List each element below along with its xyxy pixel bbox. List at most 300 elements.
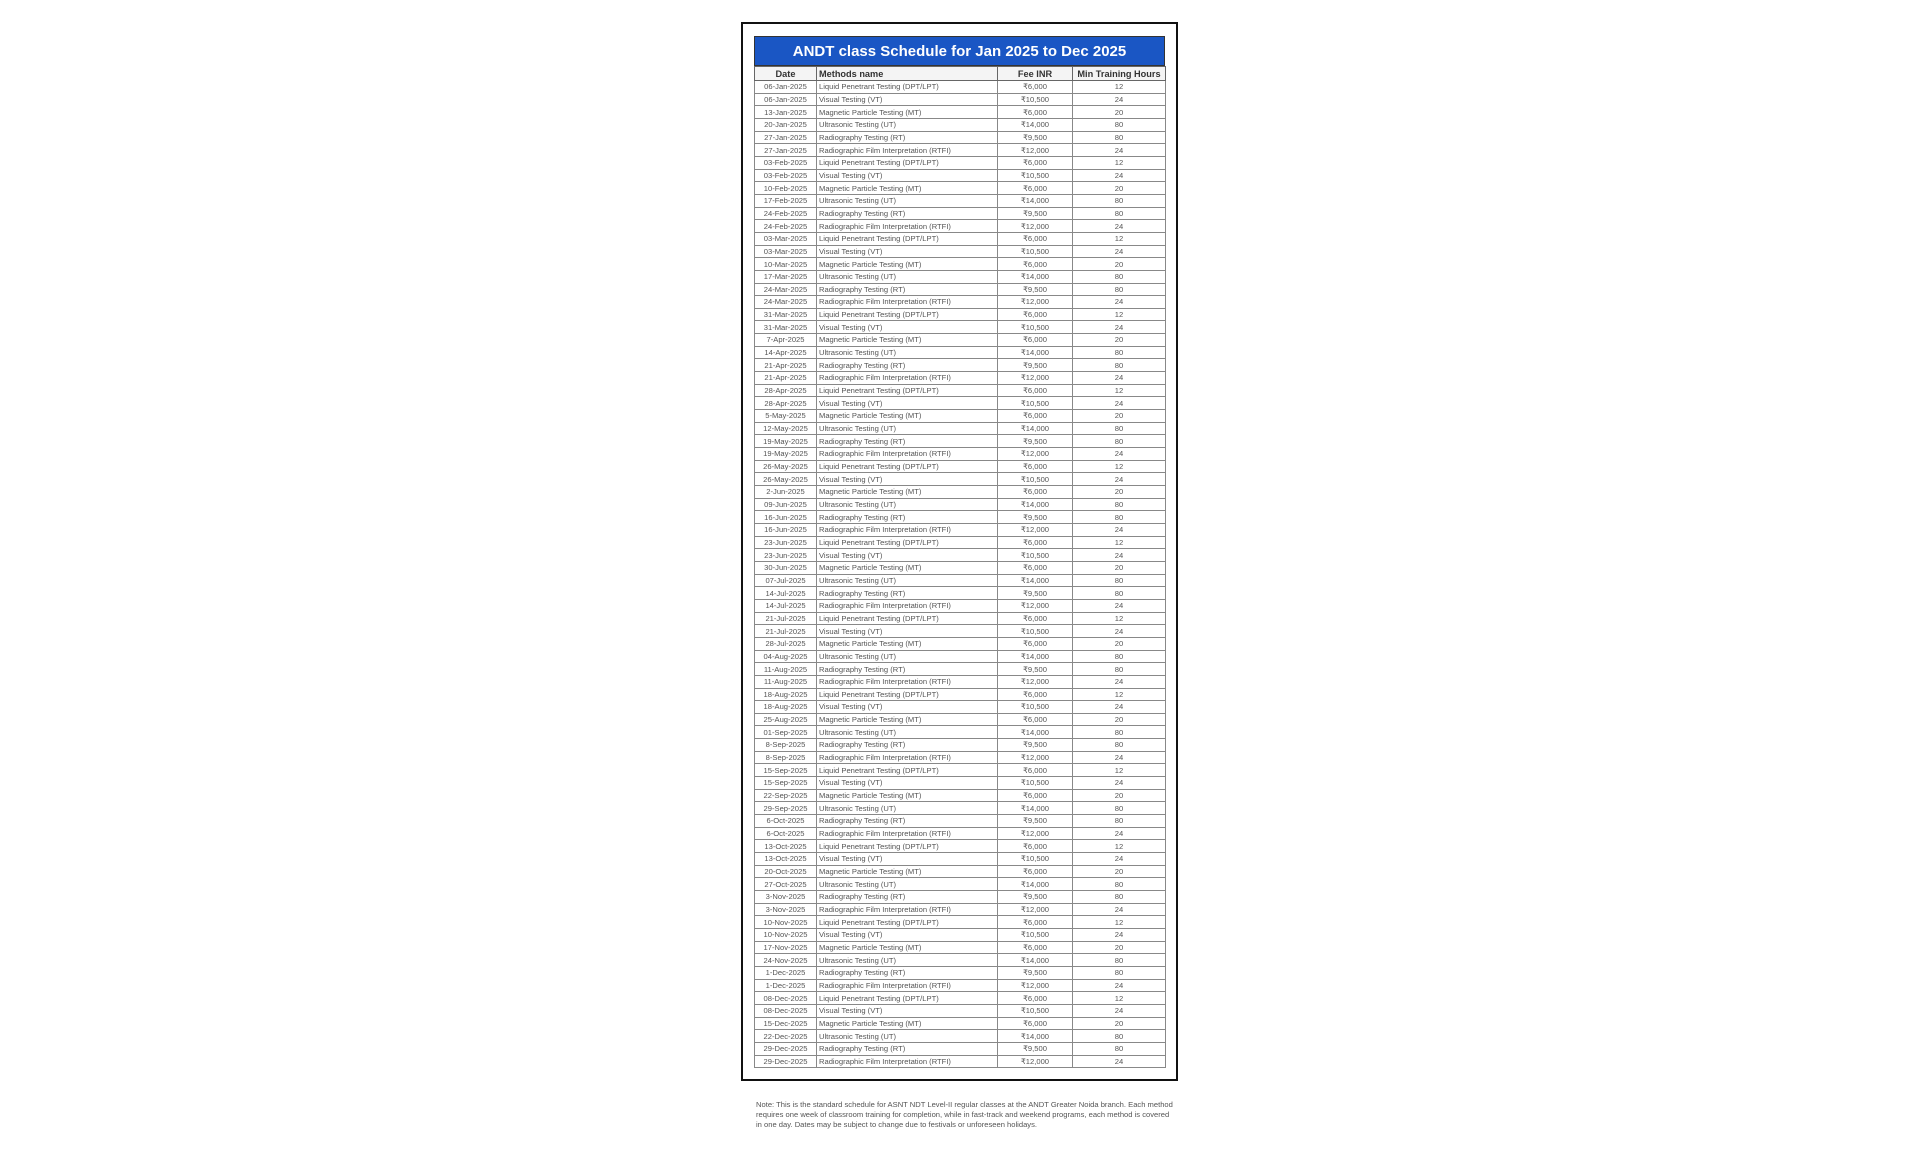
cell-hours: 24 bbox=[1073, 1004, 1166, 1017]
cell-method: Liquid Penetrant Testing (DPT/LPT) bbox=[817, 764, 998, 777]
cell-method: Radiographic Film Interpretation (RTFI) bbox=[817, 903, 998, 916]
cell-fee: ₹6,000 bbox=[998, 688, 1073, 701]
cell-hours: 24 bbox=[1073, 701, 1166, 714]
cell-fee: ₹6,000 bbox=[998, 308, 1073, 321]
cell-date: 23-Jun-2025 bbox=[755, 549, 817, 562]
cell-fee: ₹6,000 bbox=[998, 106, 1073, 119]
footnote: Note: This is the standard schedule for ASNT NDT Level-II regular classes at the ANDT Greater Noida branch. Each method requires one week of classroom training for completion, while in fast-track and weekend programs, each method is covered in one day. Dates may be subject to change due to festivals or unforeseen holidays. bbox=[756, 1100, 1173, 1129]
schedule-sheet bbox=[741, 22, 1178, 1081]
table-row bbox=[755, 739, 1166, 752]
table-row bbox=[755, 941, 1166, 954]
cell-fee: ₹6,000 bbox=[998, 916, 1073, 929]
cell-method: Magnetic Particle Testing (MT) bbox=[817, 410, 998, 423]
cell-fee: ₹9,500 bbox=[998, 663, 1073, 676]
cell-date: 10-Nov-2025 bbox=[755, 928, 817, 941]
table-row bbox=[755, 81, 1166, 94]
table-row bbox=[755, 270, 1166, 283]
cell-fee: ₹12,000 bbox=[998, 523, 1073, 536]
table-row bbox=[755, 587, 1166, 600]
table-row bbox=[755, 903, 1166, 916]
cell-method: Magnetic Particle Testing (MT) bbox=[817, 106, 998, 119]
cell-hours: 80 bbox=[1073, 802, 1166, 815]
table-row bbox=[755, 435, 1166, 448]
table-row bbox=[755, 308, 1166, 321]
cell-hours: 12 bbox=[1073, 232, 1166, 245]
cell-hours: 24 bbox=[1073, 853, 1166, 866]
table-row bbox=[755, 93, 1166, 106]
cell-date: 3-Nov-2025 bbox=[755, 903, 817, 916]
table-row bbox=[755, 448, 1166, 461]
cell-fee: ₹9,500 bbox=[998, 207, 1073, 220]
cell-method: Radiography Testing (RT) bbox=[817, 966, 998, 979]
table-row bbox=[755, 827, 1166, 840]
cell-hours: 20 bbox=[1073, 486, 1166, 499]
cell-fee: ₹6,000 bbox=[998, 156, 1073, 169]
cell-date: 13-Oct-2025 bbox=[755, 840, 817, 853]
table-row bbox=[755, 992, 1166, 1005]
table-row bbox=[755, 473, 1166, 486]
cell-method: Visual Testing (VT) bbox=[817, 321, 998, 334]
schedule-table bbox=[754, 66, 1166, 1068]
cell-date: 22-Sep-2025 bbox=[755, 789, 817, 802]
cell-method: Liquid Penetrant Testing (DPT/LPT) bbox=[817, 688, 998, 701]
cell-fee: ₹10,500 bbox=[998, 928, 1073, 941]
schedule-title: ANDT class Schedule for Jan 2025 to Dec 2025 bbox=[754, 36, 1165, 66]
cell-fee: ₹12,000 bbox=[998, 296, 1073, 309]
schedule-body bbox=[755, 81, 1166, 1068]
table-row bbox=[755, 194, 1166, 207]
cell-hours: 12 bbox=[1073, 308, 1166, 321]
cell-method: Radiographic Film Interpretation (RTFI) bbox=[817, 599, 998, 612]
cell-fee: ₹12,000 bbox=[998, 144, 1073, 157]
cell-method: Magnetic Particle Testing (MT) bbox=[817, 334, 998, 347]
cell-method: Radiographic Film Interpretation (RTFI) bbox=[817, 448, 998, 461]
table-row bbox=[755, 372, 1166, 385]
cell-method: Radiographic Film Interpretation (RTFI) bbox=[817, 751, 998, 764]
cell-method: Radiographic Film Interpretation (RTFI) bbox=[817, 372, 998, 385]
table-row bbox=[755, 1030, 1166, 1043]
cell-method: Visual Testing (VT) bbox=[817, 93, 998, 106]
cell-fee: ₹6,000 bbox=[998, 865, 1073, 878]
table-row bbox=[755, 853, 1166, 866]
cell-hours: 20 bbox=[1073, 561, 1166, 574]
cell-date: 09-Jun-2025 bbox=[755, 498, 817, 511]
table-row bbox=[755, 777, 1166, 790]
table-row bbox=[755, 258, 1166, 271]
cell-hours: 80 bbox=[1073, 815, 1166, 828]
cell-method: Radiographic Film Interpretation (RTFI) bbox=[817, 675, 998, 688]
cell-date: 31-Mar-2025 bbox=[755, 308, 817, 321]
cell-date: 14-Jul-2025 bbox=[755, 599, 817, 612]
cell-hours: 20 bbox=[1073, 941, 1166, 954]
table-row bbox=[755, 346, 1166, 359]
cell-method: Magnetic Particle Testing (MT) bbox=[817, 1017, 998, 1030]
table-row bbox=[755, 764, 1166, 777]
cell-method: Radiographic Film Interpretation (RTFI) bbox=[817, 144, 998, 157]
cell-date: 28-Jul-2025 bbox=[755, 637, 817, 650]
cell-date: 1-Dec-2025 bbox=[755, 966, 817, 979]
cell-fee: ₹14,000 bbox=[998, 270, 1073, 283]
table-row bbox=[755, 118, 1166, 131]
cell-fee: ₹6,000 bbox=[998, 460, 1073, 473]
cell-hours: 12 bbox=[1073, 460, 1166, 473]
cell-fee: ₹6,000 bbox=[998, 840, 1073, 853]
cell-hours: 24 bbox=[1073, 448, 1166, 461]
cell-date: 12-May-2025 bbox=[755, 422, 817, 435]
cell-hours: 24 bbox=[1073, 321, 1166, 334]
column-header-date: Date bbox=[755, 67, 817, 81]
cell-fee: ₹10,500 bbox=[998, 701, 1073, 714]
cell-fee: ₹6,000 bbox=[998, 486, 1073, 499]
cell-hours: 12 bbox=[1073, 688, 1166, 701]
cell-fee: ₹14,000 bbox=[998, 1030, 1073, 1043]
cell-method: Liquid Penetrant Testing (DPT/LPT) bbox=[817, 384, 998, 397]
table-row bbox=[755, 410, 1166, 423]
table-row bbox=[755, 511, 1166, 524]
cell-date: 11-Aug-2025 bbox=[755, 663, 817, 676]
table-row bbox=[755, 1055, 1166, 1068]
cell-date: 31-Mar-2025 bbox=[755, 321, 817, 334]
table-row bbox=[755, 713, 1166, 726]
cell-fee: ₹6,000 bbox=[998, 334, 1073, 347]
table-row bbox=[755, 460, 1166, 473]
cell-fee: ₹10,500 bbox=[998, 245, 1073, 258]
table-row bbox=[755, 498, 1166, 511]
cell-fee: ₹6,000 bbox=[998, 561, 1073, 574]
cell-fee: ₹6,000 bbox=[998, 992, 1073, 1005]
table-row bbox=[755, 637, 1166, 650]
cell-hours: 80 bbox=[1073, 270, 1166, 283]
cell-hours: 80 bbox=[1073, 422, 1166, 435]
cell-hours: 80 bbox=[1073, 359, 1166, 372]
cell-fee: ₹12,000 bbox=[998, 1055, 1073, 1068]
cell-method: Ultrasonic Testing (UT) bbox=[817, 574, 998, 587]
cell-hours: 20 bbox=[1073, 106, 1166, 119]
table-row bbox=[755, 169, 1166, 182]
cell-fee: ₹6,000 bbox=[998, 182, 1073, 195]
cell-fee: ₹14,000 bbox=[998, 650, 1073, 663]
cell-date: 24-Mar-2025 bbox=[755, 283, 817, 296]
cell-date: 24-Feb-2025 bbox=[755, 220, 817, 233]
table-row bbox=[755, 549, 1166, 562]
cell-method: Liquid Penetrant Testing (DPT/LPT) bbox=[817, 840, 998, 853]
cell-method: Radiographic Film Interpretation (RTFI) bbox=[817, 1055, 998, 1068]
table-row bbox=[755, 144, 1166, 157]
table-row bbox=[755, 878, 1166, 891]
cell-method: Liquid Penetrant Testing (DPT/LPT) bbox=[817, 992, 998, 1005]
cell-hours: 24 bbox=[1073, 549, 1166, 562]
cell-fee: ₹12,000 bbox=[998, 448, 1073, 461]
cell-date: 08-Dec-2025 bbox=[755, 992, 817, 1005]
cell-method: Visual Testing (VT) bbox=[817, 397, 998, 410]
cell-hours: 24 bbox=[1073, 928, 1166, 941]
table-row bbox=[755, 283, 1166, 296]
table-row bbox=[755, 928, 1166, 941]
cell-fee: ₹10,500 bbox=[998, 169, 1073, 182]
cell-method: Ultrasonic Testing (UT) bbox=[817, 726, 998, 739]
table-row bbox=[755, 1004, 1166, 1017]
cell-method: Ultrasonic Testing (UT) bbox=[817, 650, 998, 663]
table-row bbox=[755, 840, 1166, 853]
cell-method: Ultrasonic Testing (UT) bbox=[817, 878, 998, 891]
cell-date: 30-Jun-2025 bbox=[755, 561, 817, 574]
cell-hours: 24 bbox=[1073, 979, 1166, 992]
cell-method: Liquid Penetrant Testing (DPT/LPT) bbox=[817, 612, 998, 625]
table-row bbox=[755, 384, 1166, 397]
cell-method: Radiography Testing (RT) bbox=[817, 435, 998, 448]
cell-method: Liquid Penetrant Testing (DPT/LPT) bbox=[817, 916, 998, 929]
cell-hours: 24 bbox=[1073, 397, 1166, 410]
table-row bbox=[755, 207, 1166, 220]
cell-date: 15-Dec-2025 bbox=[755, 1017, 817, 1030]
cell-date: 03-Feb-2025 bbox=[755, 156, 817, 169]
cell-method: Radiographic Film Interpretation (RTFI) bbox=[817, 296, 998, 309]
cell-method: Visual Testing (VT) bbox=[817, 1004, 998, 1017]
cell-hours: 24 bbox=[1073, 903, 1166, 916]
cell-date: 01-Sep-2025 bbox=[755, 726, 817, 739]
cell-hours: 24 bbox=[1073, 144, 1166, 157]
cell-hours: 12 bbox=[1073, 764, 1166, 777]
cell-date: 13-Oct-2025 bbox=[755, 853, 817, 866]
cell-method: Radiography Testing (RT) bbox=[817, 283, 998, 296]
cell-fee: ₹10,500 bbox=[998, 1004, 1073, 1017]
cell-hours: 24 bbox=[1073, 245, 1166, 258]
cell-fee: ₹14,000 bbox=[998, 422, 1073, 435]
table-row bbox=[755, 574, 1166, 587]
cell-method: Visual Testing (VT) bbox=[817, 928, 998, 941]
cell-hours: 12 bbox=[1073, 81, 1166, 94]
cell-fee: ₹6,000 bbox=[998, 410, 1073, 423]
cell-fee: ₹9,500 bbox=[998, 511, 1073, 524]
cell-date: 18-Aug-2025 bbox=[755, 688, 817, 701]
cell-method: Radiography Testing (RT) bbox=[817, 739, 998, 752]
table-row bbox=[755, 612, 1166, 625]
cell-date: 18-Aug-2025 bbox=[755, 701, 817, 714]
cell-fee: ₹10,500 bbox=[998, 397, 1073, 410]
table-row bbox=[755, 663, 1166, 676]
cell-hours: 80 bbox=[1073, 587, 1166, 600]
cell-hours: 24 bbox=[1073, 625, 1166, 638]
cell-date: 29-Dec-2025 bbox=[755, 1042, 817, 1055]
cell-hours: 24 bbox=[1073, 827, 1166, 840]
cell-method: Radiography Testing (RT) bbox=[817, 207, 998, 220]
cell-hours: 12 bbox=[1073, 536, 1166, 549]
cell-fee: ₹12,000 bbox=[998, 903, 1073, 916]
cell-fee: ₹9,500 bbox=[998, 891, 1073, 904]
cell-date: 06-Jan-2025 bbox=[755, 93, 817, 106]
cell-date: 04-Aug-2025 bbox=[755, 650, 817, 663]
cell-date: 27-Jan-2025 bbox=[755, 144, 817, 157]
cell-method: Magnetic Particle Testing (MT) bbox=[817, 561, 998, 574]
header-row bbox=[755, 67, 1166, 81]
cell-method: Visual Testing (VT) bbox=[817, 625, 998, 638]
cell-hours: 80 bbox=[1073, 435, 1166, 448]
cell-fee: ₹10,500 bbox=[998, 321, 1073, 334]
cell-fee: ₹9,500 bbox=[998, 131, 1073, 144]
cell-hours: 80 bbox=[1073, 207, 1166, 220]
cell-fee: ₹10,500 bbox=[998, 549, 1073, 562]
table-row bbox=[755, 182, 1166, 195]
cell-method: Visual Testing (VT) bbox=[817, 549, 998, 562]
cell-method: Radiography Testing (RT) bbox=[817, 131, 998, 144]
cell-hours: 80 bbox=[1073, 346, 1166, 359]
column-header-method: Methods name bbox=[817, 67, 998, 81]
table-row bbox=[755, 486, 1166, 499]
cell-method: Liquid Penetrant Testing (DPT/LPT) bbox=[817, 156, 998, 169]
table-row bbox=[755, 599, 1166, 612]
cell-hours: 80 bbox=[1073, 891, 1166, 904]
cell-hours: 12 bbox=[1073, 992, 1166, 1005]
cell-method: Radiography Testing (RT) bbox=[817, 815, 998, 828]
cell-method: Radiography Testing (RT) bbox=[817, 1042, 998, 1055]
cell-hours: 24 bbox=[1073, 675, 1166, 688]
cell-hours: 12 bbox=[1073, 156, 1166, 169]
cell-fee: ₹12,000 bbox=[998, 979, 1073, 992]
cell-date: 7-Apr-2025 bbox=[755, 334, 817, 347]
table-row bbox=[755, 523, 1166, 536]
cell-fee: ₹6,000 bbox=[998, 81, 1073, 94]
cell-date: 21-Apr-2025 bbox=[755, 372, 817, 385]
table-row bbox=[755, 1042, 1166, 1055]
cell-method: Ultrasonic Testing (UT) bbox=[817, 954, 998, 967]
cell-date: 6-Oct-2025 bbox=[755, 827, 817, 840]
cell-date: 15-Sep-2025 bbox=[755, 777, 817, 790]
cell-date: 26-May-2025 bbox=[755, 473, 817, 486]
cell-hours: 80 bbox=[1073, 511, 1166, 524]
cell-method: Ultrasonic Testing (UT) bbox=[817, 270, 998, 283]
table-row bbox=[755, 675, 1166, 688]
cell-method: Ultrasonic Testing (UT) bbox=[817, 194, 998, 207]
cell-method: Ultrasonic Testing (UT) bbox=[817, 118, 998, 131]
cell-date: 3-Nov-2025 bbox=[755, 891, 817, 904]
table-row bbox=[755, 954, 1166, 967]
table-row bbox=[755, 422, 1166, 435]
table-row bbox=[755, 321, 1166, 334]
cell-date: 17-Mar-2025 bbox=[755, 270, 817, 283]
cell-date: 07-Jul-2025 bbox=[755, 574, 817, 587]
cell-method: Radiographic Film Interpretation (RTFI) bbox=[817, 220, 998, 233]
cell-hours: 20 bbox=[1073, 865, 1166, 878]
cell-date: 28-Apr-2025 bbox=[755, 384, 817, 397]
cell-date: 16-Jun-2025 bbox=[755, 511, 817, 524]
table-row bbox=[755, 688, 1166, 701]
schedule-table-wrap bbox=[754, 36, 1165, 1068]
cell-hours: 12 bbox=[1073, 916, 1166, 929]
cell-hours: 24 bbox=[1073, 169, 1166, 182]
table-row bbox=[755, 334, 1166, 347]
table-row bbox=[755, 131, 1166, 144]
cell-fee: ₹14,000 bbox=[998, 878, 1073, 891]
cell-fee: ₹12,000 bbox=[998, 751, 1073, 764]
cell-hours: 80 bbox=[1073, 283, 1166, 296]
cell-fee: ₹6,000 bbox=[998, 941, 1073, 954]
table-row bbox=[755, 650, 1166, 663]
cell-fee: ₹9,500 bbox=[998, 587, 1073, 600]
table-row bbox=[755, 220, 1166, 233]
cell-date: 03-Mar-2025 bbox=[755, 232, 817, 245]
table-row bbox=[755, 232, 1166, 245]
cell-date: 14-Apr-2025 bbox=[755, 346, 817, 359]
cell-method: Magnetic Particle Testing (MT) bbox=[817, 789, 998, 802]
table-row bbox=[755, 751, 1166, 764]
cell-method: Liquid Penetrant Testing (DPT/LPT) bbox=[817, 81, 998, 94]
table-row bbox=[755, 865, 1166, 878]
cell-hours: 12 bbox=[1073, 384, 1166, 397]
cell-hours: 24 bbox=[1073, 751, 1166, 764]
cell-date: 10-Nov-2025 bbox=[755, 916, 817, 929]
cell-method: Magnetic Particle Testing (MT) bbox=[817, 941, 998, 954]
cell-hours: 20 bbox=[1073, 1017, 1166, 1030]
table-row bbox=[755, 726, 1166, 739]
cell-fee: ₹9,500 bbox=[998, 435, 1073, 448]
cell-fee: ₹6,000 bbox=[998, 764, 1073, 777]
cell-date: 06-Jan-2025 bbox=[755, 81, 817, 94]
cell-method: Liquid Penetrant Testing (DPT/LPT) bbox=[817, 460, 998, 473]
cell-method: Magnetic Particle Testing (MT) bbox=[817, 865, 998, 878]
table-row bbox=[755, 916, 1166, 929]
cell-method: Radiographic Film Interpretation (RTFI) bbox=[817, 827, 998, 840]
cell-date: 5-May-2025 bbox=[755, 410, 817, 423]
cell-hours: 80 bbox=[1073, 663, 1166, 676]
cell-date: 11-Aug-2025 bbox=[755, 675, 817, 688]
cell-method: Radiography Testing (RT) bbox=[817, 587, 998, 600]
cell-method: Magnetic Particle Testing (MT) bbox=[817, 713, 998, 726]
table-row bbox=[755, 789, 1166, 802]
cell-hours: 80 bbox=[1073, 498, 1166, 511]
cell-method: Ultrasonic Testing (UT) bbox=[817, 346, 998, 359]
cell-method: Ultrasonic Testing (UT) bbox=[817, 498, 998, 511]
cell-fee: ₹12,000 bbox=[998, 599, 1073, 612]
cell-fee: ₹6,000 bbox=[998, 612, 1073, 625]
column-header-fee: Fee INR bbox=[998, 67, 1073, 81]
cell-date: 21-Jul-2025 bbox=[755, 625, 817, 638]
cell-fee: ₹9,500 bbox=[998, 739, 1073, 752]
cell-date: 27-Jan-2025 bbox=[755, 131, 817, 144]
cell-method: Visual Testing (VT) bbox=[817, 245, 998, 258]
cell-method: Radiography Testing (RT) bbox=[817, 511, 998, 524]
cell-hours: 20 bbox=[1073, 182, 1166, 195]
cell-date: 03-Mar-2025 bbox=[755, 245, 817, 258]
cell-method: Magnetic Particle Testing (MT) bbox=[817, 182, 998, 195]
cell-fee: ₹14,000 bbox=[998, 954, 1073, 967]
cell-method: Ultrasonic Testing (UT) bbox=[817, 1030, 998, 1043]
cell-hours: 24 bbox=[1073, 220, 1166, 233]
cell-hours: 80 bbox=[1073, 650, 1166, 663]
cell-fee: ₹6,000 bbox=[998, 637, 1073, 650]
table-row bbox=[755, 296, 1166, 309]
table-row bbox=[755, 245, 1166, 258]
cell-method: Liquid Penetrant Testing (DPT/LPT) bbox=[817, 232, 998, 245]
cell-fee: ₹6,000 bbox=[998, 1017, 1073, 1030]
cell-hours: 12 bbox=[1073, 612, 1166, 625]
cell-hours: 24 bbox=[1073, 523, 1166, 536]
cell-date: 23-Jun-2025 bbox=[755, 536, 817, 549]
cell-method: Ultrasonic Testing (UT) bbox=[817, 802, 998, 815]
cell-fee: ₹10,500 bbox=[998, 777, 1073, 790]
cell-date: 26-May-2025 bbox=[755, 460, 817, 473]
cell-hours: 24 bbox=[1073, 296, 1166, 309]
cell-method: Visual Testing (VT) bbox=[817, 853, 998, 866]
cell-date: 2-Jun-2025 bbox=[755, 486, 817, 499]
cell-date: 8-Sep-2025 bbox=[755, 751, 817, 764]
column-header-hours: Min Training Hours bbox=[1073, 67, 1166, 81]
cell-fee: ₹6,000 bbox=[998, 789, 1073, 802]
cell-date: 10-Feb-2025 bbox=[755, 182, 817, 195]
cell-hours: 80 bbox=[1073, 194, 1166, 207]
cell-method: Visual Testing (VT) bbox=[817, 473, 998, 486]
cell-hours: 20 bbox=[1073, 258, 1166, 271]
cell-method: Liquid Penetrant Testing (DPT/LPT) bbox=[817, 308, 998, 321]
